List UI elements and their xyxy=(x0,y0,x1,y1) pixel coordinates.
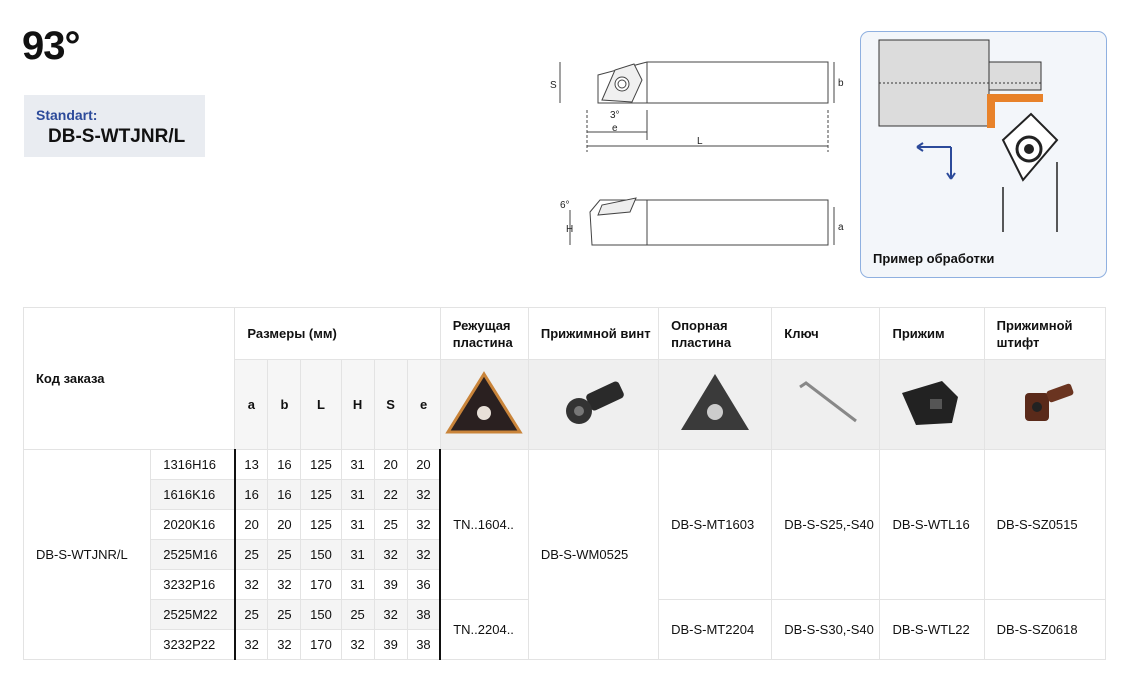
insert-header: Режущая пластина xyxy=(440,308,528,360)
machining-diagram xyxy=(861,32,1106,247)
shim-image xyxy=(659,360,772,450)
row-code: 2525M22 xyxy=(151,600,235,630)
dim-L: 125 xyxy=(301,450,341,480)
shim-header: Опорная пластина xyxy=(659,308,772,360)
dim-S-header: S xyxy=(374,360,407,450)
dim-a: 25 xyxy=(235,600,268,630)
dim-e: 32 xyxy=(407,510,440,540)
dim-S: 32 xyxy=(374,540,407,570)
insert-g1: TN..1604.. xyxy=(440,450,528,600)
dim-a-header: a xyxy=(235,360,268,450)
dim-H: 32 xyxy=(341,630,374,660)
label-H: H xyxy=(566,224,574,235)
order-code-header: Код заказа xyxy=(24,308,235,450)
dim-b: 16 xyxy=(268,450,301,480)
dim-a: 32 xyxy=(235,630,268,660)
dim-b: 32 xyxy=(268,630,301,660)
row-code: 2020K16 xyxy=(151,510,235,540)
dim-e: 20 xyxy=(407,450,440,480)
key-header: Ключ xyxy=(772,308,880,360)
dim-H: 25 xyxy=(341,600,374,630)
clamp-screw-image xyxy=(528,360,658,450)
dim-e: 36 xyxy=(407,570,440,600)
dim-H: 31 xyxy=(341,510,374,540)
dim-e-header: e xyxy=(407,360,440,450)
dim-S: 32 xyxy=(374,600,407,630)
dim-H-header: H xyxy=(341,360,374,450)
key-g1: DB-S-S25,-S40 xyxy=(772,450,880,600)
dim-L: 150 xyxy=(301,540,341,570)
pin-g1: DB-S-SZ0515 xyxy=(984,450,1105,600)
table-row xyxy=(24,450,1106,480)
clamp-header: Прижим xyxy=(880,308,984,360)
label-S: S xyxy=(550,80,557,91)
label-L: L xyxy=(697,136,703,147)
row-code: 3232P16 xyxy=(151,570,235,600)
dim-S: 25 xyxy=(374,510,407,540)
family-code: DB-S-WTJNR/L xyxy=(24,450,151,660)
label-a: a xyxy=(838,222,844,233)
dim-e: 38 xyxy=(407,630,440,660)
standart-box xyxy=(24,95,205,157)
row-code: 1316H16 xyxy=(151,450,235,480)
dim-e: 38 xyxy=(407,600,440,630)
dim-S: 20 xyxy=(374,450,407,480)
dim-b: 16 xyxy=(268,480,301,510)
dim-e: 32 xyxy=(407,480,440,510)
tool-drawing xyxy=(540,40,850,255)
screw-value: DB-S-WM0525 xyxy=(528,450,658,660)
shim-g1: DB-S-MT1603 xyxy=(659,450,772,600)
insert-image xyxy=(440,360,528,450)
pin-header: Прижимной штифт xyxy=(984,308,1105,360)
label-e: e xyxy=(612,123,618,134)
dim-H: 31 xyxy=(341,540,374,570)
example-caption: Пример обработки xyxy=(873,251,995,266)
dim-b: 32 xyxy=(268,570,301,600)
dim-L: 170 xyxy=(301,630,341,660)
row-code: 1616K16 xyxy=(151,480,235,510)
dim-a: 32 xyxy=(235,570,268,600)
dim-b: 25 xyxy=(268,540,301,570)
machining-example-panel xyxy=(860,31,1107,278)
dim-a: 13 xyxy=(235,450,268,480)
dim-L: 125 xyxy=(301,480,341,510)
standart-code: DB-S-WTJNR/L xyxy=(48,126,186,147)
dim-L: 170 xyxy=(301,570,341,600)
dim-L-header: L xyxy=(301,360,341,450)
dim-L: 150 xyxy=(301,600,341,630)
dim-a: 16 xyxy=(235,480,268,510)
clamp-screw-header: Прижимной винт xyxy=(528,308,658,360)
row-code: 3232P22 xyxy=(151,630,235,660)
row-code: 2525M16 xyxy=(151,540,235,570)
dim-S: 39 xyxy=(374,630,407,660)
dim-S: 22 xyxy=(374,480,407,510)
dim-b: 20 xyxy=(268,510,301,540)
label-b: b xyxy=(838,78,844,89)
key-g2: DB-S-S30,-S40 xyxy=(772,600,880,660)
dim-H: 31 xyxy=(341,450,374,480)
key-image xyxy=(772,360,880,450)
dim-e: 32 xyxy=(407,540,440,570)
dim-S: 39 xyxy=(374,570,407,600)
clamp-g1: DB-S-WTL16 xyxy=(880,450,984,600)
pin-image xyxy=(984,360,1105,450)
clamp-g2: DB-S-WTL22 xyxy=(880,600,984,660)
dim-H: 31 xyxy=(341,570,374,600)
standart-label: Standart: xyxy=(36,107,98,123)
dim-H: 31 xyxy=(341,480,374,510)
dim-L: 125 xyxy=(301,510,341,540)
clamp-image xyxy=(880,360,984,450)
dim-a: 20 xyxy=(235,510,268,540)
dim-b: 25 xyxy=(268,600,301,630)
label-3deg: 3° xyxy=(610,110,620,121)
dims-header: Размеры (мм) xyxy=(235,308,440,360)
order-table xyxy=(23,307,1106,660)
insert-g2: TN..2204.. xyxy=(440,600,528,660)
label-6deg: 6° xyxy=(560,200,570,211)
dim-b-header: b xyxy=(268,360,301,450)
shim-g2: DB-S-MT2204 xyxy=(659,600,772,660)
pin-g2: DB-S-SZ0618 xyxy=(984,600,1105,660)
dim-a: 25 xyxy=(235,540,268,570)
angle-title: 93° xyxy=(22,24,80,68)
